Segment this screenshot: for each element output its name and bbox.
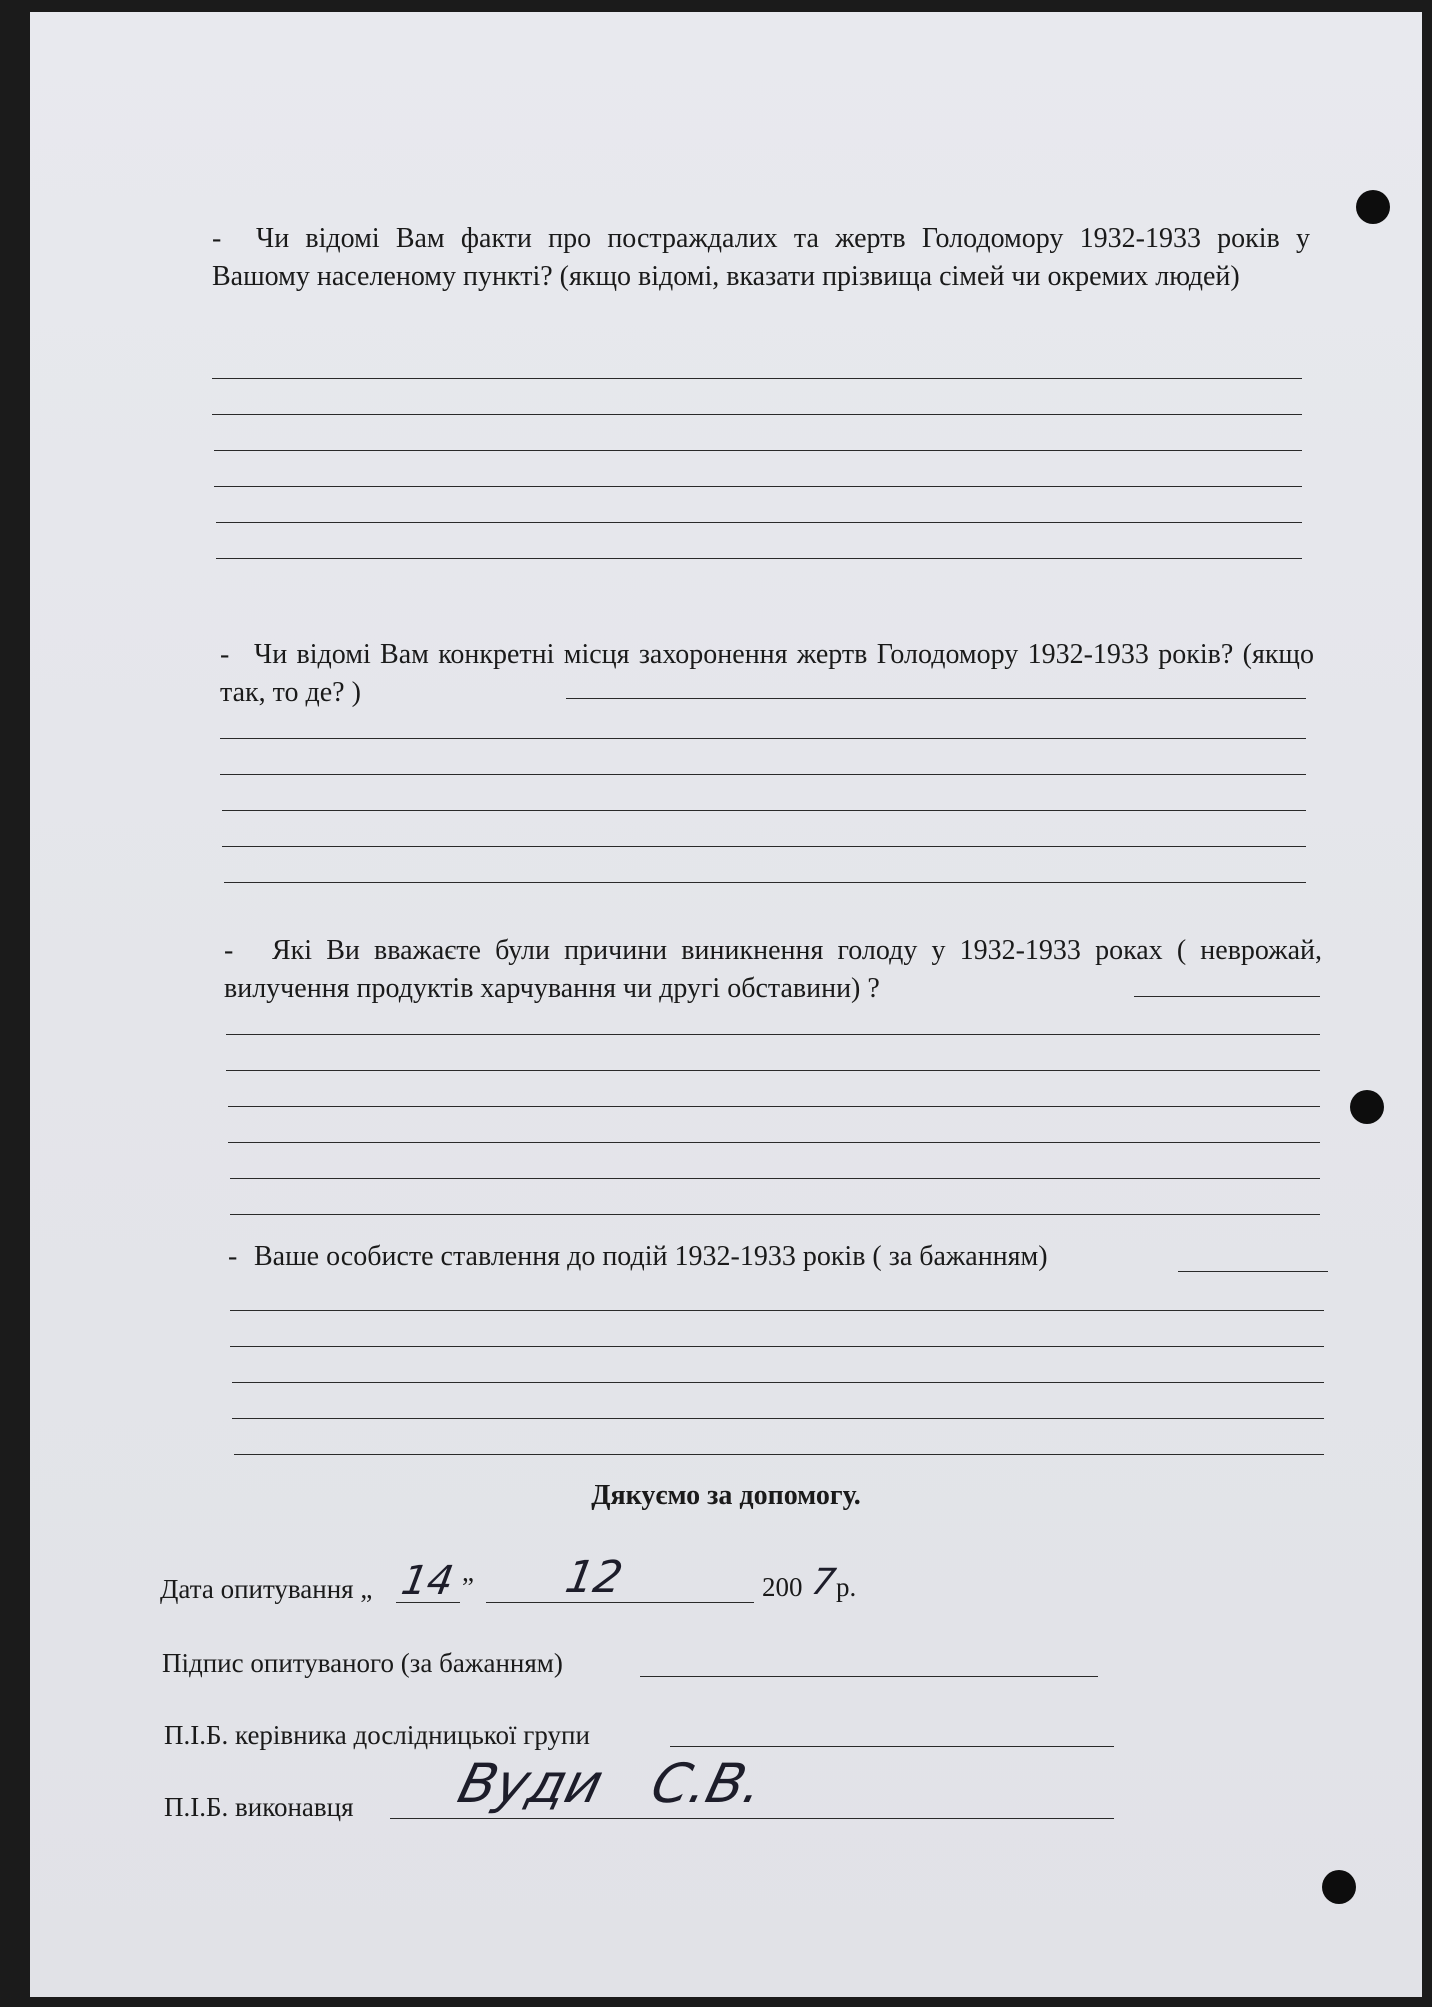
respondent-signature-line[interactable] <box>640 1676 1098 1677</box>
respondent-signature-field <box>162 1648 563 1679</box>
question-victims: - Чи відомі Вам факти про постраждалих та жертв Голодомору 1932-1933 років у Вашому населеному пункті? (якщо відомі, вказати прізвища сімей чи окремих людей) <box>212 223 1310 292</box>
thank-you-heading: Дякуємо за допомогу. <box>591 1480 861 1511</box>
survey-date-field: Дата опитування „ <box>160 1574 373 1604</box>
question-burial-places: - Чи відомі Вам конкретні місця захоронення жертв Голодомору 1932-1933 років? (якщо так, то де? ) <box>220 639 1314 708</box>
punch-hole <box>1322 1870 1356 1904</box>
group-leader-field <box>164 1720 590 1751</box>
signature-label: Підпис опитуваного (за бажанням) <box>162 1648 563 1678</box>
question-famine-causes: - Які Ви вважаєте були причини виникнення голоду у 1932-1933 роках ( неврожай, вилучення продуктів харчування чи другі обставини) ? <box>224 935 1322 1004</box>
punch-hole <box>1356 190 1390 224</box>
questionnaire-page: - Чи відомі Вам факти про постраждалих та жертв Голодомору 1932-1933 років у Вашому населеному пункті? (якщо відомі, вказати прізвища сімей чи окремих людей) - Чи відомі Вам конкретні місця захоронення жертв Голодомору 1932-1933 років? (якщо так, то де? ) - Які Ви вважаєте були причини виникнення голоду у 1932-1933 роках ( неврожай, вилучення продуктів харчування чи другі обставини) ? - Ваше особисте ставлення до подій 1932-1933 років ( за бажанням) Дякуємо за допомогу. Дата опитування „ 14 ” 12 200 7 р. Підпис опитуваного (за бажанням) П.І.Б. керівника дослідницької групи П.І.Б. виконавця Вуди С.В. <box>30 12 1422 1997</box>
question-personal-attitude: - Ваше особисте ставлення до подій 1932-1933 років ( за бажанням) <box>228 1241 1048 1272</box>
date-month-value[interactable]: 12 <box>561 1552 627 1603</box>
punch-hole <box>1350 1090 1384 1124</box>
executor-signature: Вуди С.В. <box>452 1752 770 1815</box>
date-label: Дата опитування <box>160 1574 354 1604</box>
question-text: Ваше особисте ставлення до подій 1932-1933 років ( за бажанням) <box>254 1241 1048 1272</box>
question-text: Чи відомі Вам факти про постраждалих та жертв Голодомору 1932-1933 років у Вашому населеному пункті? (якщо відомі, вказати прізвища сімей чи окремих людей) <box>212 223 1310 292</box>
question-text: Чи відомі Вам конкретні місця захоронення жертв Голодомору 1932-1933 років? (якщо так, то де? ) <box>220 639 1314 708</box>
leader-label: П.І.Б. керівника дослідницької групи <box>164 1720 590 1750</box>
group-leader-line[interactable] <box>670 1746 1114 1747</box>
date-year-digit[interactable]: 7 <box>808 1562 839 1603</box>
executor-line[interactable] <box>390 1818 1114 1819</box>
executor-field <box>164 1792 354 1823</box>
executor-label: П.І.Б. виконавця <box>164 1792 354 1822</box>
date-day-value[interactable]: 14 <box>397 1558 457 1604</box>
question-text: Які Ви вважаєте були причини виникнення голоду у 1932-1933 роках ( неврожай, вилучення продуктів харчування чи другі обставини) ? <box>224 935 1322 1004</box>
